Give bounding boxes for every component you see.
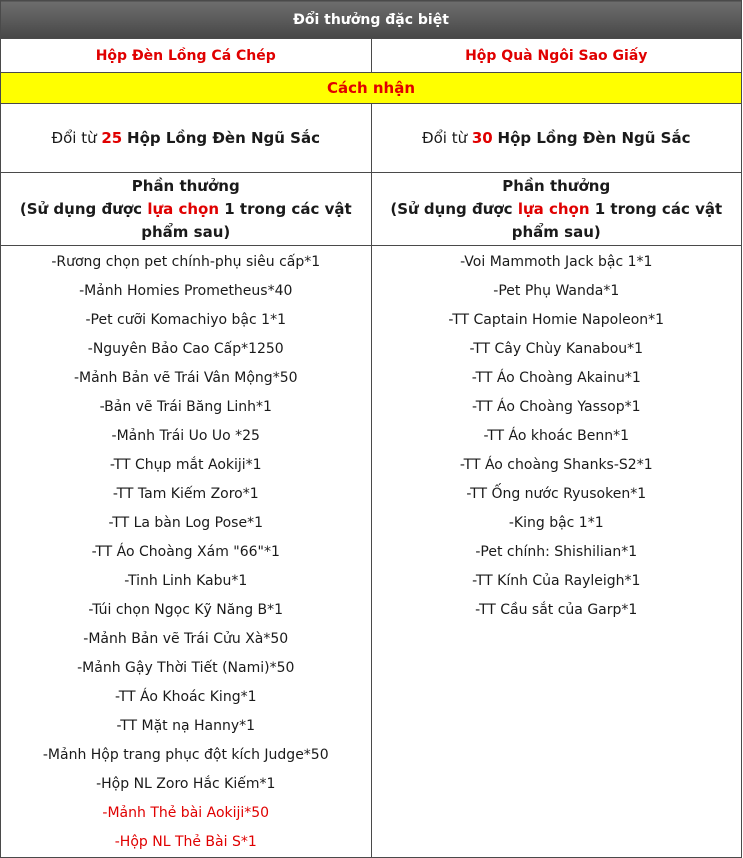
exchange-cell-left xyxy=(1,104,372,173)
reward-header-left xyxy=(1,173,372,246)
reward-item: -Mảnh Thẻ bài Aokiji*50 xyxy=(102,805,270,821)
exchange-item: Hộp Lồng Đèn Ngũ Sắc xyxy=(127,129,321,147)
exchange-item: Hộp Lồng Đèn Ngũ Sắc xyxy=(497,129,691,147)
reward-note: (Sử dụng được lựa chọn 1 trong các vật phẩm sau) xyxy=(390,199,723,241)
reward-item: -Mảnh Gậy Thời Tiết (Nami)*50 xyxy=(77,660,295,676)
reward-item: -Túi chọn Ngọc Kỹ Năng B*1 xyxy=(88,602,284,618)
reward-list-right xyxy=(371,246,742,858)
reward-heading: Phần thưởng xyxy=(131,176,240,195)
box-name-left: Hộp Đèn Lồng Cá Chép xyxy=(1,39,372,73)
reward-item: -Rương chọn pet chính-phụ siêu cấp*1 xyxy=(51,254,321,270)
reward-heading: Phần thưởng xyxy=(502,176,611,195)
reward-item: -Voi Mammoth Jack bậc 1*1 xyxy=(460,254,653,270)
exchange-prefix: Đổi từ xyxy=(421,129,468,147)
reward-item: -TT Mặt nạ Hanny*1 xyxy=(116,718,256,734)
reward-item: -TT Áo choàng Shanks-S2*1 xyxy=(459,457,653,473)
reward-item: -TT Captain Homie Napoleon*1 xyxy=(448,312,665,328)
reward-item: -TT Cây Chùy Kanabou*1 xyxy=(469,341,644,357)
reward-item: -TT Áo Choàng Yassop*1 xyxy=(471,399,641,415)
reward-item: -TT Áo Choàng Akainu*1 xyxy=(471,370,641,386)
reward-item: -Mảnh Bản vẽ Trái Cửu Xà*50 xyxy=(83,631,289,647)
reward-item: -King bậc 1*1 xyxy=(508,515,604,531)
exchange-cell-right xyxy=(371,104,742,173)
how-to-get-header: Cách nhận xyxy=(1,73,742,104)
exchange-prefix: Đổi từ xyxy=(51,129,97,147)
reward-list-left xyxy=(1,246,372,858)
reward-note: (Sử dụng được lựa chọn 1 trong các vật phẩm sau) xyxy=(19,199,352,241)
reward-item: -Bản vẽ Trái Băng Linh*1 xyxy=(99,399,272,415)
reward-item: -Mảnh Homies Prometheus*40 xyxy=(79,283,293,299)
reward-item: -Pet Phụ Wanda*1 xyxy=(493,283,620,299)
reward-item: -TT Chụp mắt Aokiji*1 xyxy=(109,457,262,473)
reward-item: -TT Tam Kiếm Zoro*1 xyxy=(112,486,259,502)
reward-item: -TT Kính Của Rayleigh*1 xyxy=(472,573,641,589)
reward-item: -Pet chính: Shishilian*1 xyxy=(475,544,638,560)
table-title: Đổi thưởng đặc biệt xyxy=(1,1,742,39)
reward-item: -TT Cầu sắt của Garp*1 xyxy=(475,602,638,618)
exchange-count: 30 xyxy=(471,129,493,147)
reward-item: -Tinh Linh Kabu*1 xyxy=(124,573,248,589)
reward-item: -TT Áo Khoác King*1 xyxy=(114,689,257,705)
reward-item: -TT Ống nước Ryusoken*1 xyxy=(466,486,647,502)
exchange-count: 25 xyxy=(101,129,123,147)
reward-item: -TT Áo Choàng Xám "66"*1 xyxy=(91,544,280,560)
reward-item: -TT La bàn Log Pose*1 xyxy=(108,515,263,531)
reward-item: -Mảnh Bản vẽ Trái Vân Mộng*50 xyxy=(73,370,298,386)
box-name-right: Hộp Quà Ngôi Sao Giấy xyxy=(371,39,742,73)
reward-item: -TT Áo khoác Benn*1 xyxy=(483,428,630,444)
reward-item: -Pet cưỡi Komachiyo bậc 1*1 xyxy=(85,312,286,328)
reward-item: -Nguyên Bảo Cao Cấp*1250 xyxy=(87,341,284,357)
reward-item: -Hộp NL Thẻ Bài S*1 xyxy=(114,834,257,850)
reward-item: -Mảnh Hộp trang phục đột kích Judge*50 xyxy=(42,747,329,763)
reward-header-right xyxy=(371,173,742,246)
reward-item: -Hộp NL Zoro Hắc Kiếm*1 xyxy=(96,776,276,792)
reward-item: -Mảnh Trái Uo Uo *25 xyxy=(111,428,260,444)
